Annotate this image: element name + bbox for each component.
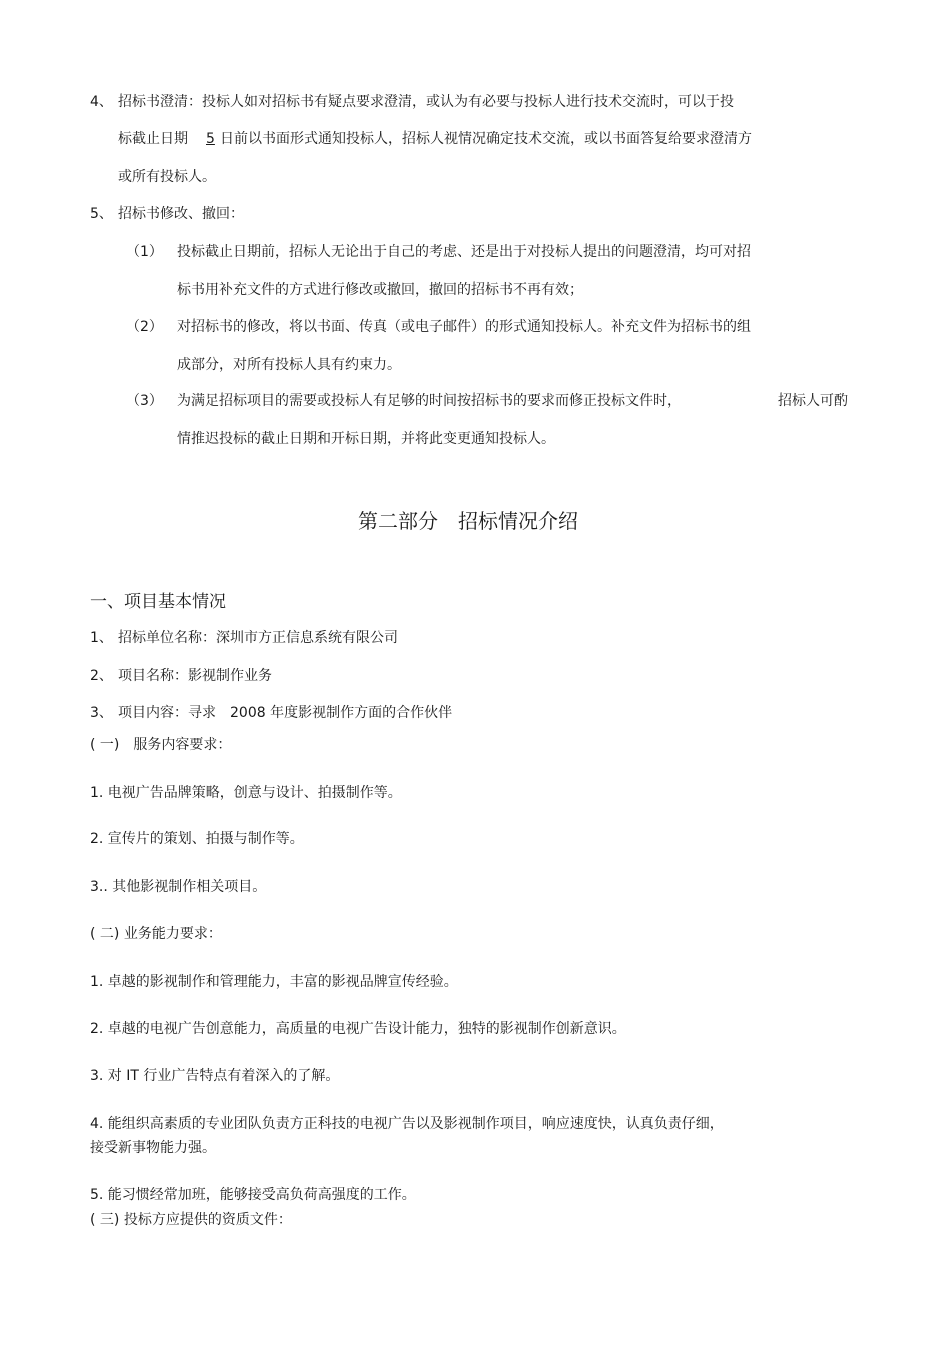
clause-5-2-line-1: 对招标书的修改，将以书面、传真（或电子邮件）的形式通知投标人。补充文件为招标书的组 [177,319,751,335]
section-heading: 一、项目基本情况 [90,592,226,612]
capability-item-1: 1. 卓越的影视制作和管理能力，丰富的影视品牌宣传经验。 [90,974,458,990]
clause-4-line-2-suffix: 日前以书面形式通知投标人，招标人视情况确定技术交流，或以书面答复给要求澄清方 [220,131,752,147]
clause-5-3-number: （3） [126,393,163,409]
clause-5-2-line-2: 成部分，对所有投标人具有约束力。 [177,357,401,373]
clause-4-number: 4、 [90,94,113,110]
qualification-heading: ( 三) 投标方应提供的资质文件： [90,1212,292,1228]
clause-5-1-line-2: 标书用补充文件的方式进行修改或撤回，撤回的招标书不再有效； [177,282,583,298]
clause-4-line-1: 招标书澄清：投标人如对招标书有疑点要求澄清，或认为有必要与投标人进行技术交流时，可以于投 [118,94,734,110]
basic-item-3: 项目内容：寻求 2008 年度影视制作方面的合作伙伴 [118,705,453,721]
part-title: 第二部分 招标情况介绍 [358,509,578,533]
clause-5-3-line-2: 情推迟投标的截止日期和开标日期，并将此变更通知投标人。 [177,431,555,447]
capability-heading: ( 二) 业务能力要求： [90,926,222,942]
capability-item-5: 5. 能习惯经常加班，能够接受高负荷高强度的工作。 [90,1187,416,1203]
clause-5-3-line-1a: 为满足招标项目的需要或投标人有足够的时间按招标书的要求而修正投标文件时， [177,393,681,409]
clause-4-days: 5 [206,131,215,147]
clause-5-1-number: （1） [126,244,163,260]
basic-item-1: 招标单位名称：深圳市方正信息系统有限公司 [118,630,398,646]
clause-4-line-3: 或所有投标人。 [118,169,216,185]
clause-5-2-number: （2） [126,319,163,335]
basic-item-3-number: 3、 [90,705,113,721]
service-item-3: 3.. 其他影视制作相关项目。 [90,879,267,895]
clause-5-title: 招标书修改、撤回： [118,206,244,222]
clause-5-number: 5、 [90,206,113,222]
capability-item-3: 3. 对 IT 行业广告特点有着深入的了解。 [90,1068,340,1084]
capability-item-4: 4. 能组织高素质的专业团队负责方正科技的电视广告以及影视制作项目，响应速度快，认真负责仔细， [90,1116,724,1132]
service-item-2: 2. 宣传片的策划、拍摄与制作等。 [90,831,304,847]
clause-5-1-line-1: 投标截止日期前，招标人无论出于自己的考虑、还是出于对投标人提出的问题澄清，均可对招 [177,244,751,260]
services-heading: ( 一) 服务内容要求： [90,737,232,753]
capability-item-4-continued: 接受新事物能力强。 [90,1140,216,1156]
clause-4-line-2-prefix: 标截止日期 [118,131,188,147]
service-item-1: 1. 电视广告品牌策略，创意与设计、拍摄制作等。 [90,785,402,801]
clause-5-3-line-1b: 招标人可酌 [778,393,848,409]
basic-item-2-number: 2、 [90,668,113,684]
basic-item-2: 项目名称：影视制作业务 [118,668,272,684]
basic-item-1-number: 1、 [90,630,113,646]
capability-item-2: 2. 卓越的电视广告创意能力，高质量的电视广告设计能力，独特的影视制作创新意识。 [90,1021,626,1037]
